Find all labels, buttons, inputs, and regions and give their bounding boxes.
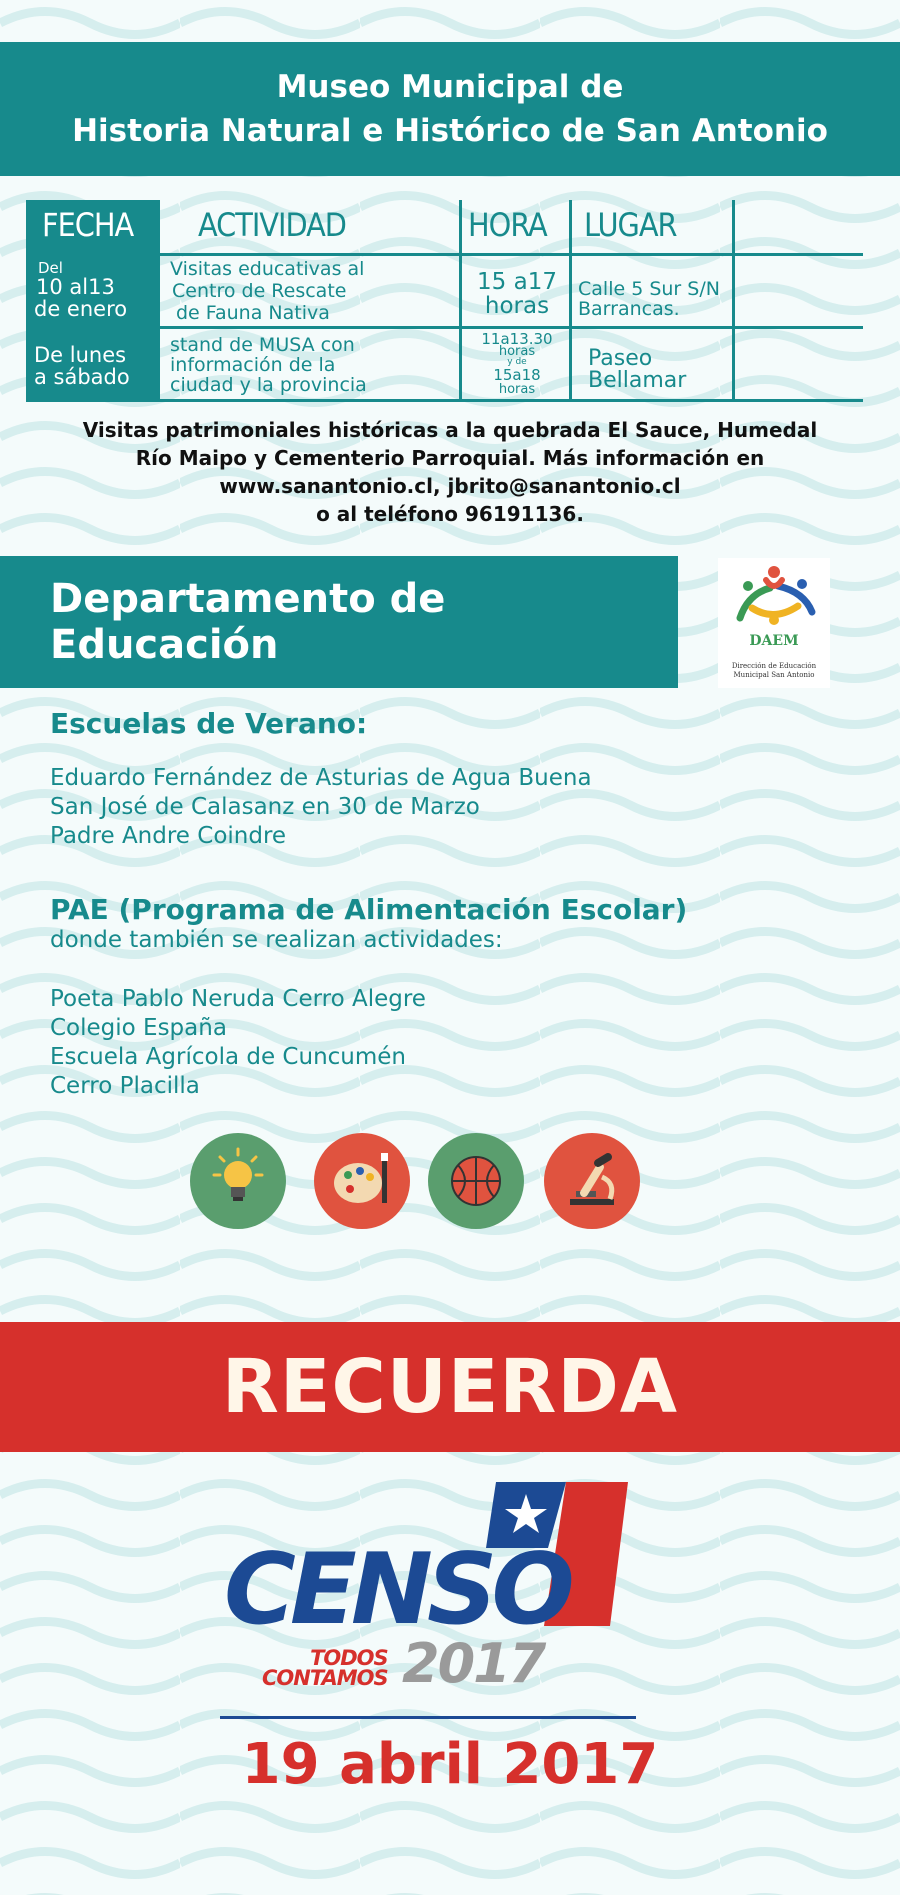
table-line bbox=[160, 326, 863, 329]
museo-title-line1: Museo Municipal de bbox=[276, 69, 624, 105]
divider bbox=[220, 1716, 636, 1719]
escuelas-list bbox=[50, 764, 592, 851]
pae-title: PAE (Programa de Alimentación Escolar) bbox=[50, 893, 688, 926]
row1-actividad-line1: Visitas educativas al bbox=[170, 258, 365, 280]
list-item: Padre Andre Coindre bbox=[50, 823, 287, 849]
microscope-icon bbox=[544, 1133, 640, 1229]
row2-fecha-line2: a sábado bbox=[34, 365, 130, 389]
header-lugar: LUGAR bbox=[584, 206, 677, 244]
educacion-banner bbox=[0, 556, 678, 688]
educacion-title: Departamento de Educación bbox=[50, 576, 446, 668]
museo-banner bbox=[0, 42, 900, 176]
table-line bbox=[160, 399, 863, 402]
row2-hora-line3: y de bbox=[507, 357, 527, 367]
row1-actividad-line3: de Fauna Nativa bbox=[176, 302, 330, 324]
visitas-line4: o al teléfono 96191136. bbox=[316, 502, 584, 526]
censo-slogan-line2: CONTAMOS bbox=[262, 1666, 388, 1690]
activity-icons bbox=[190, 1133, 640, 1231]
daem-logo-subtitle bbox=[718, 662, 830, 680]
censo-year: 2017 bbox=[402, 1632, 545, 1695]
row2-actividad-line1: stand de MUSA con bbox=[170, 334, 355, 356]
table-line bbox=[732, 200, 735, 402]
list-item: Eduardo Fernández de Asturias de Agua Buena bbox=[50, 765, 592, 791]
row1-lugar-line1: Calle 5 Sur S/N bbox=[578, 278, 720, 300]
pae-list bbox=[50, 985, 426, 1101]
censo-slogan-line1: TODOS bbox=[310, 1646, 388, 1670]
list-item: Escuela Agrícola de Cuncumén bbox=[50, 1044, 407, 1070]
row2-lugar-line1: Paseo bbox=[588, 346, 653, 371]
museo-title-line2: Historia Natural e Histórico de San Antonio bbox=[72, 113, 828, 149]
list-item: San José de Calasanz en 30 de Marzo bbox=[50, 794, 480, 820]
row2-hora-line5: horas bbox=[498, 382, 536, 397]
visitas-line1: Visitas patrimoniales históricas a la quebrada El Sauce, Humedal bbox=[82, 418, 818, 442]
table-line bbox=[26, 200, 160, 203]
daem-figures-icon bbox=[718, 558, 830, 638]
visitas-info bbox=[40, 416, 860, 528]
lightbulb-icon bbox=[190, 1133, 286, 1229]
recuerda-banner: RECUERDA bbox=[0, 1322, 900, 1452]
censo-wordmark: CENSO bbox=[224, 1533, 569, 1647]
row1-fecha-line2: de enero bbox=[34, 297, 128, 321]
header-hora: HORA bbox=[468, 206, 547, 244]
list-item: Colegio España bbox=[50, 1015, 227, 1041]
daem-subtitle-line2: Municipal San Antonio bbox=[733, 671, 815, 679]
header-actividad: ACTIVIDAD bbox=[198, 206, 346, 244]
header-fecha: FECHA bbox=[42, 206, 134, 244]
row2-actividad-line2: información de la bbox=[170, 354, 336, 376]
list-item: Poeta Pablo Neruda Cerro Alegre bbox=[50, 986, 426, 1012]
pae-subtitle: donde también se realizan actividades: bbox=[50, 927, 503, 953]
row1-fecha-line1: 10 al13 bbox=[36, 275, 115, 299]
list-item: Cerro Placilla bbox=[50, 1073, 200, 1099]
daem-logo-text: DAEM bbox=[749, 633, 799, 649]
table-line bbox=[160, 253, 863, 256]
row2-fecha-line1: De lunes bbox=[34, 343, 127, 367]
row1-hora-line2: horas bbox=[484, 293, 550, 319]
daem-subtitle-line1: Dirección de Educación bbox=[731, 662, 817, 670]
row1-actividad-line2: Centro de Rescate bbox=[172, 280, 347, 302]
row2-hora-line2: horas bbox=[498, 344, 536, 359]
row1-lugar-line2: Barrancas. bbox=[578, 298, 680, 320]
visitas-line3[interactable]: www.sanantonio.cl, jbrito@sanantonio.cl bbox=[219, 474, 681, 498]
escuelas-title: Escuelas de Verano: bbox=[50, 707, 368, 740]
row1-hora-line1: 15 a17 bbox=[477, 269, 557, 295]
row2-lugar-line2: Bellamar bbox=[588, 368, 687, 393]
row2-actividad-line3: ciudad y la provincia bbox=[170, 374, 367, 396]
basketball-icon bbox=[428, 1133, 524, 1229]
row2-hora-line1: 11a13.30 bbox=[481, 330, 553, 348]
row1-fecha-prefix: Del bbox=[38, 259, 63, 277]
censo-date: 19 abril 2017 bbox=[241, 1732, 659, 1797]
row2-hora-line4: 15a18 bbox=[493, 366, 541, 384]
visitas-line2: Río Maipo y Cementerio Parroquial. Más información en bbox=[135, 446, 765, 470]
daem-logo bbox=[718, 558, 830, 688]
censo-slogan bbox=[262, 1648, 388, 1688]
palette-icon bbox=[314, 1133, 410, 1229]
schedule-table bbox=[26, 200, 863, 402]
